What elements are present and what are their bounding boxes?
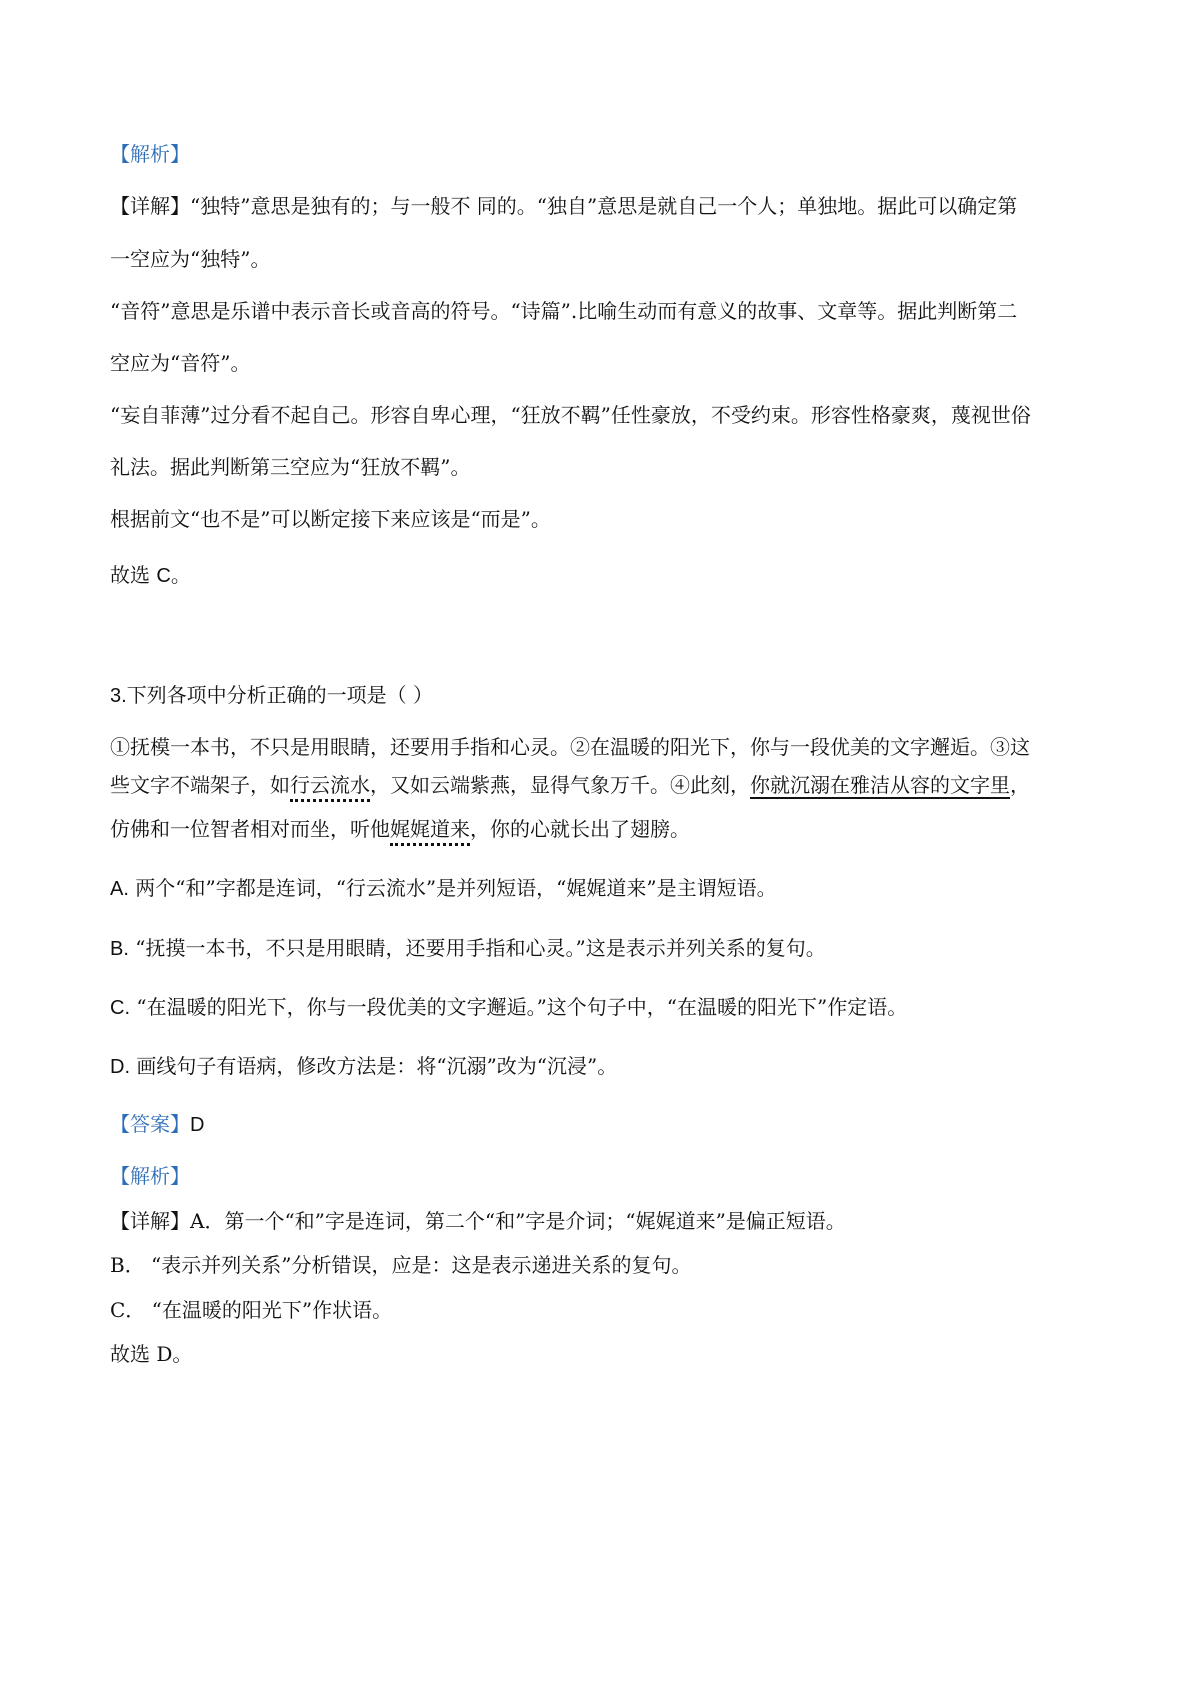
emphasis-dotted-phrase: 行云流水: [290, 773, 370, 802]
detail-paragraph-3-line-2: 礼法。据此判断第三空应为“狂放不羁”。: [110, 455, 471, 479]
option-a: A. 两个“和”字都是连词，“行云流水”是并列短语，“娓娓道来”是主谓短语。: [110, 876, 777, 900]
q3-detail-line-1: 【详解】A．第一个“和”字是连词，第二个“和”字是介词；“娓娓道来”是偏正短语。: [110, 1209, 846, 1233]
emphasis-dotted-phrase: 娓娓道来: [390, 817, 470, 846]
passage-line-2: 些文字不端架子，如行云流水，又如云端紫燕，显得气象万千。④此刻，你就沉溺在雅洁从容的文字里，: [110, 771, 1030, 799]
passage-line-1: ①抚模一本书，不只是用眼睛，还要用手指和心灵。②在温暖的阳光下，你与一段优美的文字邂逅。③这: [110, 735, 1030, 759]
conclusion-prev: 故选 C。: [110, 563, 191, 587]
analysis-label: 【解析】: [110, 142, 190, 166]
option-c: C. “在温暖的阳光下，你与一段优美的文字邂逅。”这个句子中，“在温暖的阳光下”作定语。: [110, 995, 908, 1019]
detail-paragraph-2-line-1: “音符”意思是乐谱中表示音长或音高的符号。“诗篇”.比喻生动而有意义的故事、文章等。据此判断第二: [110, 299, 1018, 323]
detail-paragraph-2-line-2: 空应为“音符”。: [110, 351, 251, 375]
answer-value: D: [190, 1114, 205, 1136]
detail-label: 【详解】: [110, 1209, 190, 1233]
q3-conclusion: 故选 D。: [110, 1342, 193, 1366]
detail-paragraph-4: 根据前文“也不是”可以断定接下来应该是“而是”。: [110, 507, 551, 531]
underlined-sentence: 你就沉溺在雅洁从容的文字里: [750, 773, 1010, 797]
answer-label: 【答案】: [110, 1112, 190, 1136]
detail-paragraph-1-line-1: 【详解】“独特”意思是独有的；与一般不 同的。“独自”意思是就自己一个人；单独地。据此可以确定第: [110, 194, 1018, 218]
question-3-stem: 3.下列各项中分析正确的一项是（ ）: [110, 683, 434, 707]
detail-paragraph-1-line-2: 一空应为“独特”。: [110, 247, 271, 271]
option-d: D. 画线句子有语病，修改方法是：将“沉溺”改为“沉浸”。: [110, 1054, 618, 1078]
detail-label: 【详解】: [110, 194, 190, 218]
answer-line: [110, 1110, 204, 1139]
q3-detail-line-3: C． “在温暖的阳光下”作状语。: [110, 1298, 393, 1322]
q3-detail-line-2: B． “表示并列关系”分析错误，应是：这是表示递进关系的复句。: [110, 1253, 692, 1277]
option-b: B. “抚摸一本书，不只是用眼睛，还要用手指和心灵。”这是表示并列关系的复句。: [110, 936, 826, 960]
analysis-label: 【解析】: [110, 1164, 190, 1188]
passage-line-3: 仿佛和一位智者相对而坐，听他娓娓道来，你的心就长出了翅膀。: [110, 815, 690, 843]
detail-paragraph-3-line-1: “妄自菲薄”过分看不起自己。形容自卑心理，“狂放不羁”任性豪放，不受约束。形容性格豪爽，蔑视世俗: [110, 403, 1031, 427]
